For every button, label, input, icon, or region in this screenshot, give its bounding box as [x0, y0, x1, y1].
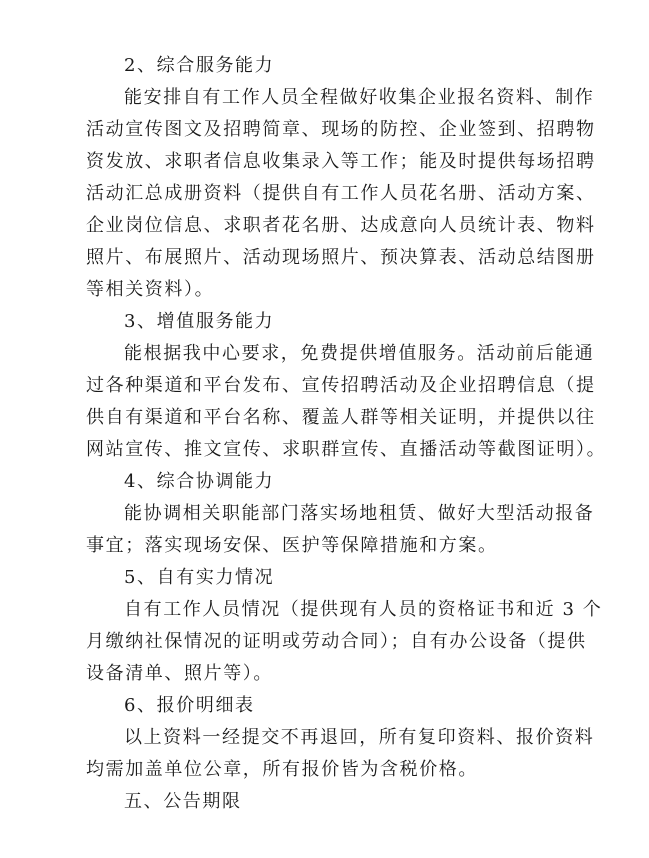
paragraph-line: 资发放、求职者信息收集录入等工作；能及时提供每场招聘 — [86, 151, 596, 172]
document-page — [86, 50, 607, 818]
paragraph-line: 自有工作人员情况（提供现有人员的资格证书和近 3 个 — [124, 599, 603, 620]
paragraph-line: 等相关资料）。 — [86, 279, 215, 300]
paragraph-line: 供自有渠道和平台名称、覆盖人群等相关证明，并提供以往 — [86, 407, 596, 428]
section-heading-announcement-period: 五、公告期限 — [124, 791, 242, 812]
paragraph-line: 均需加盖单位公章，所有报价皆为含税价格。 — [86, 759, 478, 780]
paragraph-line: 活动汇总成册资料（提供自有工作人员花名册、活动方案、 — [86, 183, 596, 204]
section-heading-quotation: 6、报价明细表 — [124, 695, 255, 716]
paragraph-line: 企业岗位信息、求职者花名册、达成意向人员统计表、物料 — [86, 215, 596, 236]
paragraph-line: 照片、布展照片、活动现场照片、预决算表、活动总结图册 — [86, 247, 596, 268]
paragraph-line: 能根据我中心要求，免费提供增值服务。活动前后能通 — [124, 343, 595, 364]
paragraph-line: 过各种渠道和平台发布、宣传招聘活动及企业招聘信息（提 — [86, 375, 596, 396]
paragraph-line: 事宜；落实现场安保、医护等保障措施和方案。 — [86, 535, 498, 556]
paragraph-line: 月缴纳社保情况的证明或劳动合同）；自有办公设备（提供 — [86, 631, 587, 652]
paragraph-line: 设备清单、照片等）。 — [86, 663, 273, 684]
paragraph-line: 以上资料一经提交不再退回，所有复印资料、报价资料 — [124, 727, 595, 748]
paragraph-line: 能安排自有工作人员全程做好收集企业报名资料、制作 — [124, 87, 595, 108]
section-heading-coordination: 4、综合协调能力 — [124, 471, 275, 492]
section-heading-service: 2、综合服务能力 — [124, 55, 275, 76]
paragraph-line: 网站宣传、推文宣传、求职群宣传、直播活动等截图证明）。 — [86, 439, 607, 460]
section-heading-strength: 5、自有实力情况 — [124, 567, 275, 588]
section-heading-value-added: 3、增值服务能力 — [124, 311, 275, 332]
paragraph-line: 能协调相关职能部门落实场地租赁、做好大型活动报备 — [124, 503, 595, 524]
paragraph-line: 活动宣传图文及招聘简章、现场的防控、企业签到、招聘物 — [86, 119, 596, 140]
